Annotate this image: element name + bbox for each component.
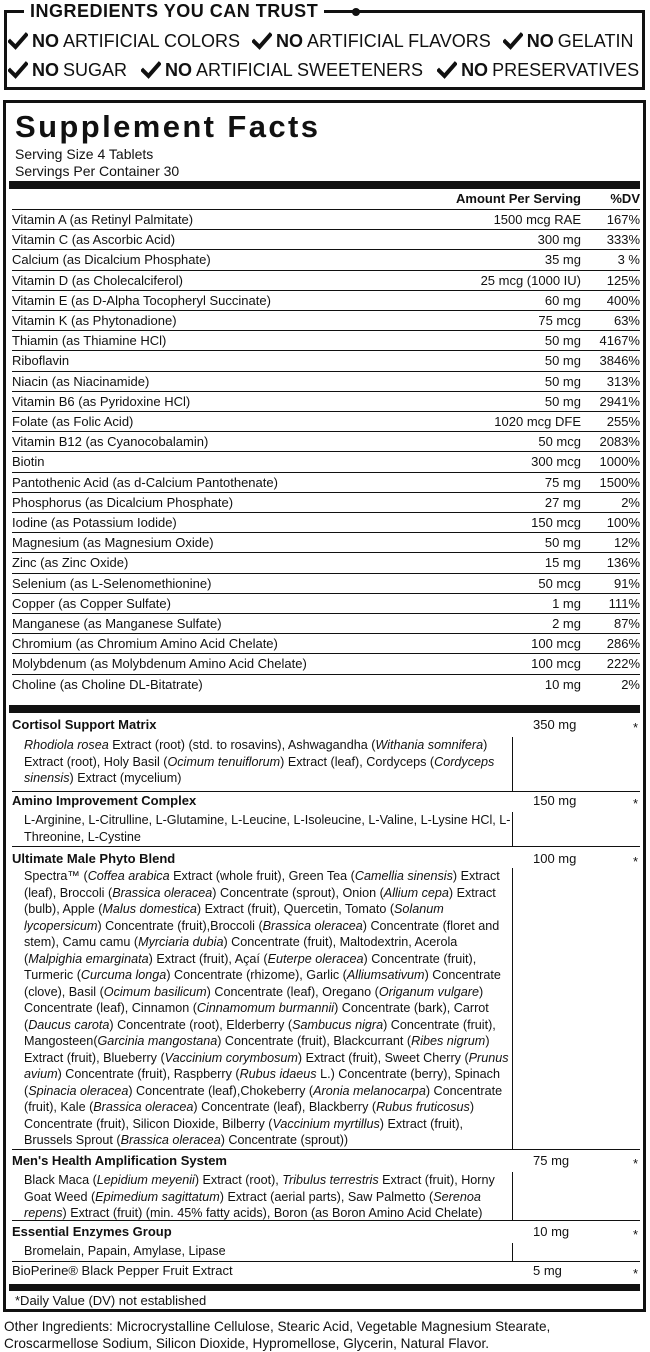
nutrient-name: Chromium (as Chromium Amino Acid Chelate) bbox=[12, 636, 278, 652]
check-icon bbox=[141, 61, 161, 79]
nutrient-row bbox=[12, 613, 640, 633]
blend-dv-star: * bbox=[632, 796, 638, 811]
claim-item bbox=[8, 30, 240, 52]
nutrient-amount: 75 mcg bbox=[538, 313, 581, 328]
blend-amount: 100 mg bbox=[533, 851, 577, 866]
blend-header bbox=[12, 791, 640, 811]
nutrient-amount: 300 mg bbox=[537, 232, 581, 248]
nutrient-row bbox=[12, 633, 640, 653]
check-icon bbox=[8, 32, 28, 50]
nutrient-name: Vitamin B6 (as Pyridoxine HCl) bbox=[12, 393, 191, 409]
nutrient-row bbox=[12, 411, 640, 431]
nutrient-name: Iodine (as Potassium Iodide) bbox=[12, 515, 177, 530]
claim-no: NO bbox=[32, 31, 59, 51]
nutrient-name: Vitamin E (as D-Alpha Tocopheryl Succinate) bbox=[12, 292, 271, 308]
nutrient-amount: 50 mcg bbox=[538, 575, 581, 591]
column-divider bbox=[512, 812, 513, 846]
nutrient-amount: 150 mcg bbox=[531, 515, 581, 530]
blend-ingredients: Bromelain, Papain, Amylase, Lipase bbox=[24, 1244, 226, 1258]
column-header bbox=[9, 189, 640, 209]
bioperine-amount: 5 mg bbox=[533, 1263, 562, 1278]
nutrient-name: Vitamin B12 (as Cyanocobalamin) bbox=[12, 434, 209, 450]
column-divider bbox=[512, 737, 513, 791]
column-divider bbox=[512, 1243, 513, 1261]
nutrient-dv: 3 % bbox=[617, 252, 640, 268]
nutrient-row bbox=[12, 350, 640, 370]
blend-dv-star: * bbox=[632, 854, 638, 869]
nutrient-row bbox=[12, 492, 640, 512]
nutrient-row bbox=[12, 552, 640, 572]
claim-item bbox=[437, 59, 639, 81]
nutrient-name: Folate (as Folic Acid) bbox=[12, 414, 134, 429]
trust-title-dot bbox=[352, 8, 360, 16]
nutrient-row bbox=[12, 431, 640, 451]
nutrient-dv: 2% bbox=[621, 676, 640, 692]
claim-text: SUGAR bbox=[63, 60, 128, 80]
nutrient-amount: 10 mg bbox=[544, 676, 581, 692]
blend-ingredients: L-Arginine, L-Citrulline, L-Glutamine, L-Leucine, L-Isoleucine, L-Valine, L-Lysine HCl, L-Threonine, L-Cystine bbox=[24, 813, 511, 844]
nutrient-dv: 313% bbox=[606, 373, 640, 389]
nutrient-row bbox=[12, 451, 640, 471]
nutrient-row bbox=[12, 391, 640, 411]
nutrient-amount: 50 mg bbox=[544, 373, 581, 389]
nutrient-amount: 27 mg bbox=[544, 494, 581, 510]
nutrient-dv: 222% bbox=[606, 656, 640, 672]
bioperine-row bbox=[12, 1261, 640, 1281]
nutrient-dv: 4167% bbox=[599, 333, 640, 349]
other-ingredients: Other Ingredients: Microcrystalline Cellulose, Stearic Acid, Vegetable Magnesium Stearate, Croscarmellose Sodium, Silicon Dioxide, Hypromellose, Glycerin, Natural Flavor. bbox=[4, 1319, 551, 1351]
nutrient-amount: 1020 mcg DFE bbox=[494, 414, 581, 429]
nutrient-row bbox=[12, 472, 640, 492]
nutrient-dv: 12% bbox=[613, 535, 640, 551]
nutrient-dv: 91% bbox=[613, 575, 640, 591]
nutrient-name: Phosphorus (as Dicalcium Phosphate) bbox=[12, 494, 234, 510]
nutrient-dv: 63% bbox=[613, 313, 640, 328]
nutrient-row bbox=[12, 310, 640, 330]
divider-line bbox=[12, 1220, 640, 1221]
daily-value-footnote: *Daily Value (DV) not established bbox=[15, 1293, 207, 1308]
footnote-thick-bar bbox=[9, 1284, 640, 1291]
blend-header bbox=[12, 1222, 640, 1242]
nutrient-amount: 100 mcg bbox=[531, 636, 581, 652]
nutrient-name: Magnesium (as Magnesium Oxide) bbox=[12, 535, 214, 551]
nutrient-amount: 100 mcg bbox=[531, 656, 581, 672]
nutrient-amount: 1 mg bbox=[552, 595, 581, 611]
amount-per-serving-header: Amount Per Serving bbox=[456, 191, 581, 206]
serving-size: Serving Size 4 Tablets bbox=[15, 146, 154, 162]
claim-item bbox=[8, 59, 127, 81]
nutrient-dv: 3846% bbox=[599, 353, 640, 369]
nutrient-name: Zinc (as Zinc Oxide) bbox=[12, 555, 129, 571]
nutrient-dv: 136% bbox=[606, 555, 640, 571]
nutrient-name: Choline (as Choline DL-Bitatrate) bbox=[12, 676, 203, 692]
nutrient-dv: 1000% bbox=[599, 454, 640, 470]
blend-amount: 10 mg bbox=[533, 1224, 570, 1239]
blend-ingredients: Spectra™ (Coffea arabica Extract (whole fruit), Green Tea (Camellia sinensis) Extract (leaf), Broccoli (Brassica oleracea) Concentrate (sprout), Onion (Allium cepa) Extract (bulb), Apple (Malus domestica) Extract (fruit), Quercetin, Tomato (Solanum lycopersicum) Concentrate (fruit),Broccoli (Brassica oleracea) Concentrate (floret and stem), Camu camu (Myrciaria dubia) Concentrate (fruit), Maltodextrin, Acerola (Malpighia emarginata) Extract (fruit), Açaí (Euterpe oleracea) Concentrate (fruit), Turmeric (Curcuma longa) Concentrate (rhizome), Garlic (Alliumsativum) Concentrate (clove), Basil (Ocimum basilicum) Concentrate (leaf), Oregano (Origanum vulgare) Concentrate (leaf), Cinnamon (Cinnamomum burmannii) Concentrate (bark), Carrot (Daucus carota) Concentrate (root), Elderberry (Sambucus nigra) Concentrate (fruit), Mangosteen(Garcinia mangostana) Concentrate (fruit), Blackcurrant (Ribes nigrum) Extract (fruit), Blueberry (Vaccinium corymbosum) Extract (fruit), Sweet Cherry (Prunus avium) Concentrate (fruit), Raspberry (Rubus idaeus L.) Concentrate (berry), Spinach (Spinacia oleracea) Concentrate (leaf),Chokeberry (Aronia melanocarpa) Concentrate (fruit), Kale (Brassica oleracea) Concentrate (leaf), Blackberry (Rubus fruticosus) Concentrate (fruit), Silicon Dioxide, Bilberry (Vaccinium myrtillus) Extract (fruit), Brussels Sprout (Brassica oleracea) Concentrate (sprout)) bbox=[24, 869, 509, 1147]
nutrient-name: Thiamin (as Thiamine HCl) bbox=[12, 333, 167, 349]
nutrient-row bbox=[12, 653, 640, 673]
claim-no: NO bbox=[461, 60, 489, 80]
nutrient-dv: 2083% bbox=[599, 434, 640, 450]
check-icon bbox=[252, 32, 272, 50]
check-icon bbox=[8, 61, 28, 79]
nutrient-name: Vitamin A (as Retinyl Palmitate) bbox=[12, 212, 194, 227]
nutrient-name: Vitamin C (as Ascorbic Acid) bbox=[12, 232, 176, 248]
check-icon bbox=[503, 32, 523, 50]
nutrient-amount: 2 mg bbox=[552, 616, 581, 631]
nutrient-row bbox=[12, 330, 640, 350]
dv-header: %DV bbox=[610, 191, 640, 206]
claim-no: NO bbox=[276, 31, 304, 51]
nutrient-name: Pantothenic Acid (as d-Calcium Pantothenate) bbox=[12, 474, 278, 490]
nutrient-dv: 167% bbox=[606, 212, 640, 227]
claim-text: GELATIN bbox=[557, 31, 634, 51]
nutrient-dv: 400% bbox=[606, 292, 640, 308]
nutrient-name: Copper (as Copper Sulfate) bbox=[12, 595, 171, 611]
blend-ingredients: Rhodiola rosea Extract (root) (std. to rosavins), Ashwagandha (Withania somnifera) Extract (root), Holy Basil (Ocimum tenuiflorum) Extract (leaf), Cordyceps (Cordyceps sinensis) Extract (mycelium) bbox=[24, 738, 495, 785]
nutrient-row bbox=[12, 270, 640, 290]
nutrient-name: Vitamin D (as Cholecalciferol) bbox=[12, 272, 183, 288]
nutrient-amount: 50 mg bbox=[544, 535, 581, 551]
nutrient-name: Calcium (as Dicalcium Phosphate) bbox=[12, 252, 211, 268]
nutrient-amount: 25 mcg (1000 IU) bbox=[480, 272, 581, 288]
nutrient-name: Molybdenum (as Molybdenum Amino Acid Chelate) bbox=[12, 656, 307, 672]
nutrient-dv: 255% bbox=[606, 414, 640, 429]
trust-claims-row-1 bbox=[8, 30, 645, 52]
trust-claims-row-2 bbox=[8, 59, 650, 81]
nutrient-dv: 125% bbox=[606, 272, 640, 288]
supplement-facts-title: Supplement Facts bbox=[15, 109, 321, 144]
nutrient-row bbox=[12, 532, 640, 552]
blend-amount: 350 mg bbox=[533, 717, 577, 732]
claim-no: NO bbox=[165, 60, 193, 80]
column-divider bbox=[512, 1172, 513, 1220]
claim-text: ARTIFICIAL COLORS bbox=[63, 31, 241, 51]
nutrient-row bbox=[12, 512, 640, 532]
nutrient-dv: 111% bbox=[608, 595, 640, 611]
nutrient-row bbox=[12, 209, 640, 229]
servings-per-container: Servings Per Container 30 bbox=[15, 163, 180, 179]
nutrient-dv: 333% bbox=[606, 232, 640, 248]
claim-no: NO bbox=[526, 31, 554, 51]
nutrient-amount: 50 mg bbox=[544, 333, 581, 349]
bioperine-name: BioPerine® Black Pepper Fruit Extract bbox=[12, 1263, 233, 1278]
claim-item bbox=[252, 30, 491, 52]
claim-no: NO bbox=[32, 60, 59, 80]
nutrient-dv: 1500% bbox=[599, 474, 640, 490]
nutrient-dv: 100% bbox=[606, 515, 640, 530]
nutrient-name: Manganese (as Manganese Sulfate) bbox=[12, 616, 222, 631]
nutrient-row bbox=[12, 229, 640, 249]
blend-header bbox=[12, 715, 640, 735]
blend-name: Men's Health Amplification System bbox=[12, 1153, 227, 1168]
blend-name: Ultimate Male Phyto Blend bbox=[12, 851, 176, 866]
nutrient-amount: 60 mg bbox=[544, 292, 581, 308]
blend-dv-star: * bbox=[632, 1227, 638, 1242]
claim-item bbox=[503, 30, 634, 52]
nutrient-name: Selenium (as L-Selenomethionine) bbox=[12, 575, 212, 591]
divider-line bbox=[12, 1149, 640, 1150]
nutrient-amount: 50 mcg bbox=[538, 434, 581, 450]
nutrient-dv: 286% bbox=[606, 636, 640, 652]
blend-header bbox=[12, 849, 640, 869]
nutrient-row bbox=[12, 290, 640, 310]
blend-name: Essential Enzymes Group bbox=[12, 1224, 172, 1239]
nutrient-name: Niacin (as Niacinamide) bbox=[12, 373, 150, 389]
nutrient-amount: 1500 mcg RAE bbox=[493, 212, 581, 227]
nutrient-row bbox=[12, 573, 640, 593]
nutrient-dv: 2941% bbox=[599, 393, 640, 409]
nutrient-amount: 50 mg bbox=[544, 393, 581, 409]
claim-text: ARTIFICIAL SWEETENERS bbox=[196, 60, 424, 80]
blend-ingredients: Black Maca (Lepidium meyenii) Extract (root), Tribulus terrestris Extract (fruit), Horny Goat Weed (Epimedium sagittatum) Extract (aerial parts), Saw Palmetto (Serenoa repens) Extract (fruit) (min. 45% fatty acids), Boron (as Boron Amino Acid Chelate) bbox=[24, 1173, 495, 1220]
blend-dv-star: * bbox=[632, 720, 638, 735]
nutrient-amount: 15 mg bbox=[544, 555, 581, 571]
blend-name: Cortisol Support Matrix bbox=[12, 717, 157, 732]
nutrient-dv: 2% bbox=[621, 494, 640, 510]
nutrient-amount: 75 mg bbox=[544, 474, 581, 490]
check-icon bbox=[437, 61, 457, 79]
blend-name: Amino Improvement Complex bbox=[12, 793, 197, 808]
nutrient-row bbox=[12, 371, 640, 391]
nutrient-row bbox=[12, 249, 640, 269]
claim-text: PRESERVATIVES bbox=[492, 60, 640, 80]
ingredients-trust-banner bbox=[0, 0, 650, 94]
nutrient-amount: 300 mcg bbox=[531, 454, 581, 470]
blend-amount: 75 mg bbox=[533, 1153, 570, 1168]
nutrient-name: Vitamin K (as Phytonadione) bbox=[12, 313, 177, 328]
nutrient-row bbox=[12, 674, 640, 694]
divider-line bbox=[12, 846, 640, 847]
nutrients-bottom-bar bbox=[9, 705, 640, 713]
blend-amount: 150 mg bbox=[533, 793, 577, 808]
nutrient-amount: 35 mg bbox=[544, 252, 581, 268]
blend-dv-star: * bbox=[632, 1156, 638, 1171]
trust-title: INGREDIENTS YOU CAN TRUST bbox=[24, 0, 324, 22]
header-thick-bar bbox=[9, 181, 640, 189]
nutrient-name: Biotin bbox=[12, 454, 45, 470]
claim-item bbox=[141, 59, 423, 81]
supplement-facts-panel bbox=[3, 100, 646, 1312]
blend-header bbox=[12, 1151, 640, 1171]
bioperine-dv-star: * bbox=[632, 1266, 638, 1281]
column-divider bbox=[512, 868, 513, 1149]
claim-text: ARTIFICIAL FLAVORS bbox=[307, 31, 491, 51]
nutrient-row bbox=[12, 593, 640, 613]
nutrient-dv: 87% bbox=[613, 616, 640, 631]
nutrient-name: Riboflavin bbox=[12, 353, 70, 369]
nutrient-amount: 50 mg bbox=[544, 353, 581, 369]
